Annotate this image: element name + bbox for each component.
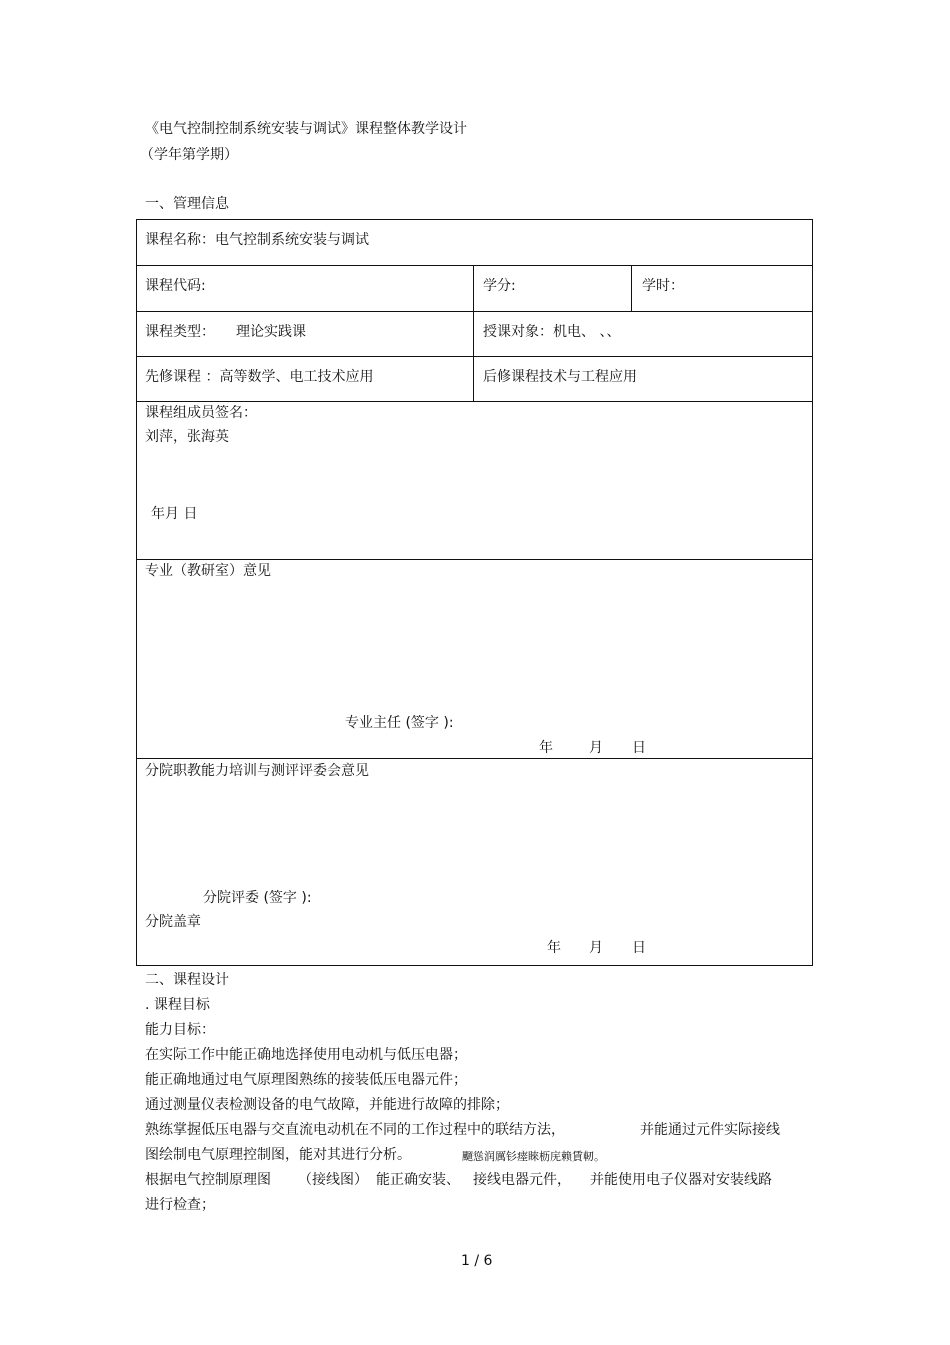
ability-heading: 能力目标： — [145, 1022, 215, 1038]
audience-cell: 授课对象：机电、 、、 — [483, 324, 621, 340]
goal-item-line: 并能使用电子仪器对安装线路 — [590, 1172, 772, 1188]
members-date: 年月 日 — [151, 506, 198, 522]
watermark-text: 飀慫润厲钐瘗睞枥庑赖賃軔。 — [462, 1150, 605, 1163]
members-names: 刘萍，张海英 — [145, 429, 229, 445]
goal-heading: . 课程目标 — [145, 997, 210, 1013]
section-heading-design: 二、课程设计 — [145, 972, 229, 988]
doc-subtitle: （学年第学期） — [140, 147, 238, 163]
goal-item: 通过测量仪表检测设备的电气故障，并能进行故障的排除； — [145, 1097, 509, 1113]
course-name-cell: 课程名称：电气控制系统安装与调试 — [145, 232, 369, 248]
doc-title: 《电气控制控制系统安装与调试》课程整体教学设计 — [145, 121, 467, 137]
table-rule — [631, 265, 632, 311]
branch-seal: 分院盖章 — [145, 914, 201, 930]
table-rule — [137, 559, 812, 560]
section-heading-management: 一、管理信息 — [145, 196, 229, 212]
table-rule — [137, 311, 812, 312]
course-type-label: 课程类型： — [145, 324, 215, 340]
goal-item-line: （接线图） — [298, 1172, 368, 1188]
branch-date-year: 年 — [547, 940, 561, 956]
goal-item: 在实际工作中能正确地选择使用电动机与低压电器； — [145, 1047, 467, 1063]
branch-date-day: 日 — [632, 940, 646, 956]
course-type-value: 理论实践课 — [236, 324, 306, 340]
branch-opinion-label: 分院职教能力培训与测评评委会意见 — [145, 763, 369, 779]
goal-item-line: 进行检查； — [145, 1197, 215, 1213]
page-number: 1 / 6 — [461, 1253, 493, 1269]
major-date-year: 年 — [539, 740, 553, 756]
table-rule — [137, 265, 812, 266]
goal-item-line: 能正确安装、 — [376, 1172, 460, 1188]
prereq-cell: 先修课程 ：高等数学、电工技术应用 — [145, 369, 374, 385]
credits-cell: 学分: — [483, 278, 516, 294]
branch-committee-sign: 分院评委 (签字 ): — [203, 890, 312, 906]
goal-item-line: 图绘制电气原理控制图，能对其进行分析。 — [145, 1147, 411, 1163]
course-code-cell: 课程代码: — [145, 278, 206, 294]
major-opinion-label: 专业（教研室）意见 — [145, 563, 271, 579]
goal-item: 能正确地通过电气原理图熟练的接装低压电器元件； — [145, 1072, 467, 1088]
branch-date-month: 月 — [589, 940, 603, 956]
goal-item-line: 并能通过元件实际接线 — [640, 1122, 780, 1138]
goal-item-line: 接线电器元件， — [473, 1172, 571, 1188]
followup-cell: 后修课程技术与工程应用 — [483, 369, 637, 385]
hours-cell: 学时： — [642, 278, 684, 294]
members-label: 课程组成员签名： — [145, 405, 257, 421]
major-director-sign: 专业主任 (签字 ): — [345, 715, 454, 731]
major-date-month: 月 — [589, 740, 603, 756]
table-rule — [473, 265, 474, 401]
table-rule — [137, 758, 812, 759]
table-rule — [137, 401, 812, 402]
goal-item-line: 熟练掌握低压电器与交直流电动机在不同的工作过程中的联结方法， — [145, 1122, 565, 1138]
major-date-day: 日 — [632, 740, 646, 756]
management-table — [136, 219, 813, 966]
table-rule — [137, 356, 812, 357]
goal-item-line: 根据电气控制原理图 — [145, 1172, 271, 1188]
